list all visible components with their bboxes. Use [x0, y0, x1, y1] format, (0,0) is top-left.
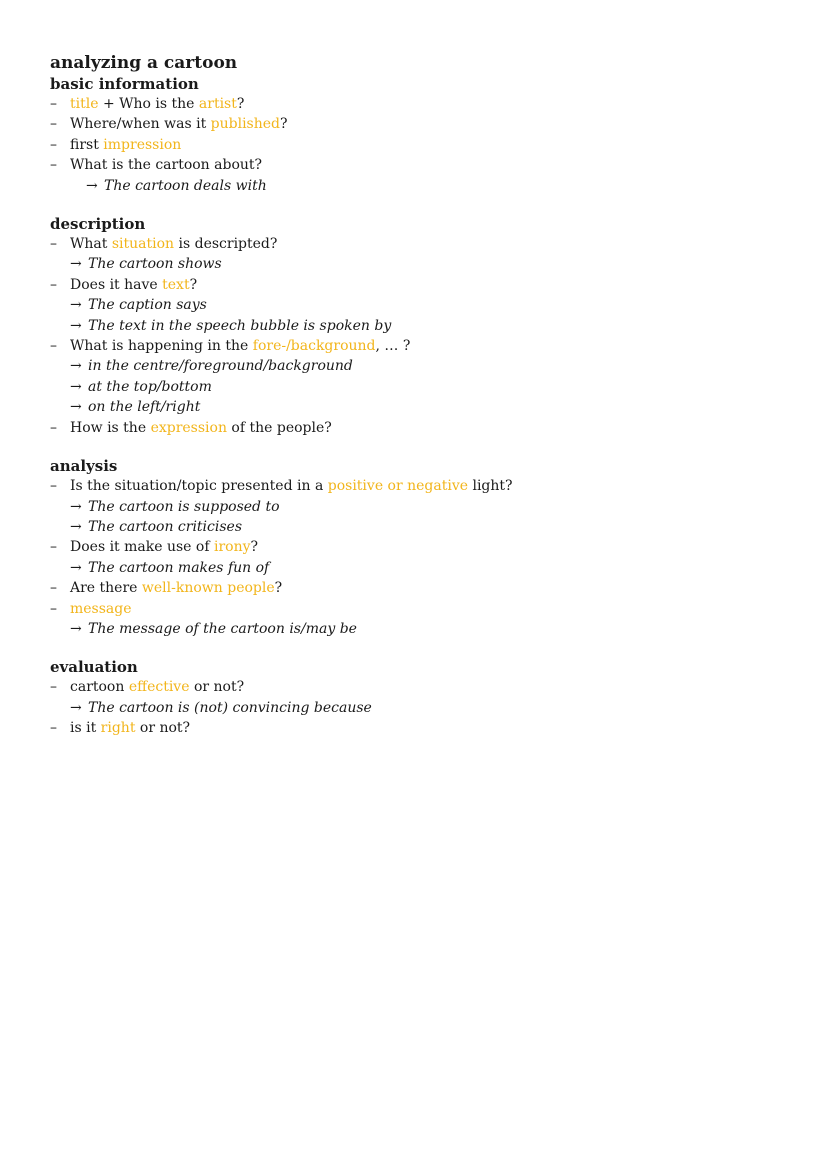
document-page — [50, 52, 790, 739]
bullet-item — [50, 155, 790, 175]
bullet-item — [50, 476, 790, 496]
bullet-text: ? — [274, 580, 283, 597]
phrase-text: The cartoon deals with — [104, 177, 267, 194]
phrase-text: at the top/bottom — [88, 378, 212, 395]
example-phrase — [50, 377, 790, 397]
example-phrase — [50, 295, 790, 315]
section-heading: evaluation — [50, 658, 138, 677]
example-phrase — [50, 517, 790, 537]
keyword-highlight: fore-/background — [252, 338, 376, 355]
bullet-item — [50, 114, 790, 134]
phrase-text: The cartoon is (not) convincing because — [88, 699, 372, 716]
bullet-text: How is the — [70, 419, 151, 436]
arrow-icon: → — [70, 518, 82, 535]
bullet-item — [50, 135, 790, 155]
section-heading: analysis — [50, 457, 118, 476]
arrow-icon: → — [86, 177, 98, 194]
bullet-text: of the people? — [226, 419, 332, 436]
example-phrase — [50, 316, 790, 336]
dash-bullet: – — [50, 96, 57, 112]
bullet-text: is descripted? — [174, 236, 278, 253]
keyword-highlight: well-known people — [141, 580, 275, 597]
keyword-highlight: effective — [128, 679, 190, 696]
dash-bullet: – — [50, 539, 57, 556]
document-title: analyzing a cartoon — [50, 53, 238, 73]
bullet-text: What — [70, 236, 112, 253]
example-phrase — [50, 356, 790, 376]
phrase-text: The text in the speech bubble is spoken by — [88, 317, 392, 334]
arrow-icon: → — [70, 297, 82, 314]
phrase-text: The cartoon shows — [88, 256, 222, 273]
bullet-text: ? — [189, 276, 198, 293]
section-description — [50, 214, 790, 438]
section-evaluation — [50, 657, 790, 738]
arrow-icon: → — [70, 399, 82, 416]
example-phrase — [50, 254, 790, 274]
dash-bullet: – — [50, 236, 57, 253]
dash-bullet: – — [50, 136, 57, 153]
bullet-text: or not? — [189, 679, 245, 696]
phrase-text: The caption says — [88, 297, 207, 314]
keyword-highlight: positive or negative — [327, 478, 469, 495]
bullet-text: or not? — [135, 720, 191, 737]
keyword-highlight: title — [70, 96, 99, 112]
example-phrase — [50, 397, 790, 417]
bullet-item — [50, 599, 790, 619]
section-analysis — [50, 456, 790, 639]
bullet-item — [50, 275, 790, 295]
dash-bullet: – — [50, 157, 57, 174]
phrase-text: The cartoon makes fun of — [88, 559, 270, 576]
phrase-text: The cartoon is supposed to — [88, 498, 280, 515]
example-phrase — [50, 497, 790, 517]
keyword-highlight: expression — [150, 419, 227, 436]
example-phrase — [50, 698, 790, 718]
arrow-icon: → — [70, 256, 82, 273]
bullet-item — [50, 537, 790, 557]
keyword-highlight: impression — [103, 136, 182, 153]
example-phrase — [50, 558, 790, 578]
bullet-item — [50, 94, 790, 114]
dash-bullet: – — [50, 478, 57, 495]
arrow-icon: → — [70, 620, 82, 637]
example-phrase — [50, 619, 790, 639]
arrow-icon: → — [70, 317, 82, 334]
keyword-highlight: right — [100, 720, 136, 737]
bullet-item — [50, 336, 790, 356]
bullet-item — [50, 234, 790, 254]
bullet-text: + Who is the — [98, 96, 199, 112]
dash-bullet: – — [50, 338, 57, 355]
bullet-item — [50, 718, 790, 738]
dash-bullet: – — [50, 679, 57, 696]
bullet-text: Does it have — [70, 276, 163, 293]
dash-bullet: – — [50, 580, 57, 597]
arrow-icon: → — [70, 559, 82, 576]
bullet-text: Where/when was it — [70, 116, 211, 133]
bullet-text: ? — [250, 539, 259, 556]
bullet-text: , … ? — [375, 338, 411, 355]
keyword-highlight: irony — [213, 539, 251, 556]
bullet-text: ? — [280, 116, 288, 133]
bullet-text: first — [70, 136, 104, 153]
bullet-text: Are there — [70, 580, 142, 597]
arrow-icon: → — [70, 498, 82, 515]
keyword-highlight: published — [210, 116, 280, 133]
keyword-highlight: message — [70, 600, 132, 617]
phrase-text: The message of the cartoon is/may be — [88, 620, 357, 637]
keyword-highlight: text — [162, 276, 190, 293]
bullet-item — [50, 578, 790, 598]
bullet-text: Does it make use of — [70, 539, 214, 556]
section-basic-information — [50, 74, 790, 196]
bullet-text: is it — [70, 720, 101, 737]
keyword-highlight: artist — [198, 96, 237, 112]
phrase-text: on the left/right — [88, 399, 201, 416]
section-heading: description — [50, 215, 146, 234]
bullet-text: cartoon — [70, 679, 129, 696]
arrow-icon: → — [70, 378, 82, 395]
bullet-text: Is the situation/topic presented in a — [70, 478, 328, 495]
bullet-text: light? — [468, 478, 513, 495]
keyword-highlight: situation — [111, 236, 175, 253]
section-heading: basic information — [50, 75, 199, 93]
arrow-icon: → — [70, 358, 82, 375]
bullet-text: What is the cartoon about? — [70, 157, 263, 174]
bullet-text: ? — [236, 96, 245, 112]
dash-bullet: – — [50, 276, 57, 293]
dash-bullet: – — [50, 116, 57, 133]
example-phrase — [50, 176, 790, 196]
arrow-icon: → — [70, 699, 82, 716]
dash-bullet: – — [50, 419, 57, 436]
dash-bullet: – — [50, 720, 57, 737]
bullet-item — [50, 677, 790, 697]
phrase-text: The cartoon criticises — [88, 518, 243, 535]
bullet-item — [50, 418, 790, 438]
phrase-text: in the centre/foreground/background — [88, 358, 353, 375]
dash-bullet: – — [50, 600, 57, 617]
bullet-text: What is happening in the — [70, 338, 253, 355]
